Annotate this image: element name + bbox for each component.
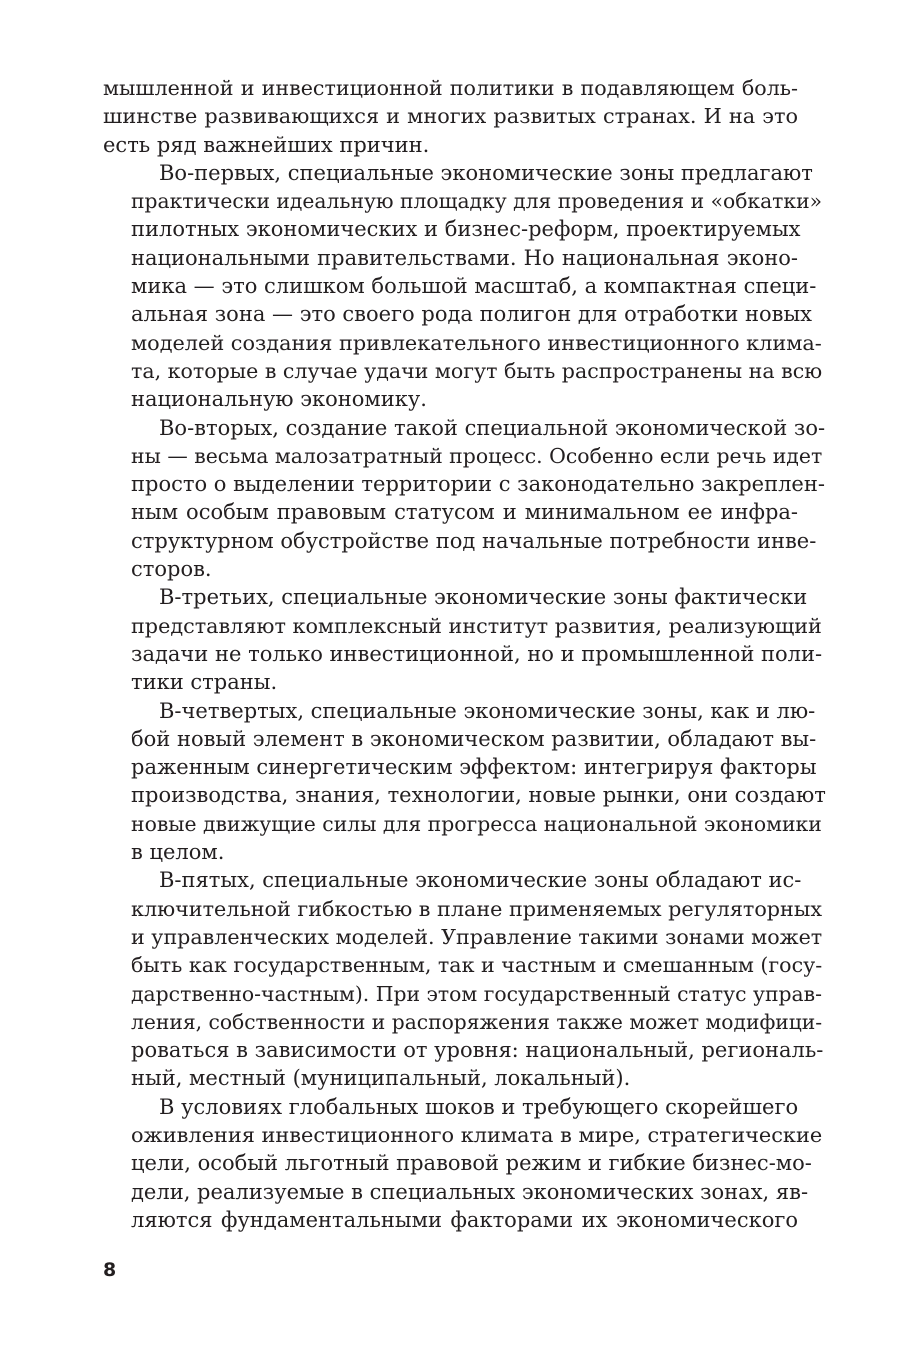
text-line: раженным синергетическим эффектом: интегрируя факторы <box>131 755 817 780</box>
text-line: ный, местный (муниципальный, локальный). <box>131 1066 631 1091</box>
text-line: Во-вторых, создание такой специальной экономической зо- <box>159 415 826 440</box>
text-line: в целом. <box>131 840 225 865</box>
text-line: моделей создания привлекательного инвестиционного клима- <box>131 330 822 355</box>
text-line: ления, собственности и распоряжения также может модифици- <box>131 1009 823 1034</box>
paragraph-2 <box>103 159 823 414</box>
text-line: цели, особый льготный правовой режим и гибкие бизнес-мо- <box>131 1151 812 1176</box>
text-line: В-третьих, специальные экономические зоны фактически <box>159 585 808 610</box>
page-text <box>103 74 826 1234</box>
text-line: В-пятых, специальные экономические зоны обладают ис- <box>159 868 802 893</box>
text-line: структурном обустройстве под начальные потребности инве- <box>131 528 817 553</box>
text-line: новые движущие силы для прогресса национальной экономики <box>131 811 822 836</box>
paragraph-6 <box>103 866 824 1092</box>
text-line: та, которые в случае удачи могут быть распространены на всю <box>131 358 823 383</box>
text-line: тики страны. <box>131 670 278 695</box>
text-line: пилотных экономических и бизнес-реформ, проектируемых <box>131 217 801 242</box>
paragraph-4 <box>103 583 823 696</box>
text-line: задачи не только инвестиционной, но и промышленной поли- <box>131 641 823 666</box>
text-line: сторов. <box>131 557 212 582</box>
text-line: быть как государственным, так и частным и смешанным (госу- <box>131 953 823 978</box>
text-line: и управленческих моделей. Управление такими зонами может <box>131 924 823 949</box>
text-line: роваться в зависимости от уровня: национальный, региональ- <box>131 1038 824 1063</box>
text-line: ключительной гибкостью в плане применяемых регуляторных <box>131 896 822 921</box>
text-line: В условиях глобальных шоков и требующего скорейшего <box>159 1094 799 1119</box>
text-line: Во-первых, специальные экономические зоны предлагают <box>159 160 813 185</box>
text-line: дели, реализуемые в специальных экономических зонах, яв- <box>131 1179 809 1204</box>
text-line: ны — весьма малозатратный процесс. Особенно если речь идет <box>131 443 823 468</box>
text-line: В-четвертых, специальные экономические зоны, как и лю- <box>159 698 816 723</box>
text-line: оживления инвестиционного климата в мире, стратегические <box>131 1122 823 1147</box>
text-line: представляют комплексный институт развития, реализующий <box>131 613 822 638</box>
paragraph-5 <box>103 697 826 867</box>
text-line: национальными правительствами. Но национальная эконо- <box>131 245 798 270</box>
paragraph-1 <box>103 74 798 159</box>
text-line: есть ряд важнейших причин. <box>103 132 430 157</box>
paragraph-7 <box>103 1093 823 1234</box>
text-line: шинстве развивающихся и многих развитых странах. И на это <box>103 104 798 129</box>
text-line: дарственно-частным). При этом государственный статус управ- <box>131 981 823 1006</box>
text-line: национальную экономику. <box>131 387 427 412</box>
text-line: практически идеальную площадку для проведения и «обкатки» <box>131 189 822 214</box>
text-line: мышленной и инвестиционной политики в подавляющем боль- <box>103 76 798 100</box>
text-line: ным особым правовым статусом и минимальном ее инфра- <box>131 500 798 525</box>
text-line: альная зона — это своего рода полигон для отработки новых <box>131 302 813 327</box>
text-line: производства, знания, технологии, новые рынки, они создают <box>131 783 826 808</box>
text-line: бой новый элемент в экономическом развитии, обладают вы- <box>131 726 817 751</box>
paragraph-3 <box>103 414 826 584</box>
text-line: мика — это слишком большой масштаб, а компактная специ- <box>131 274 817 299</box>
page-number: 8 <box>103 1259 117 1281</box>
text-line: ляются фундаментальными факторами их экономического <box>131 1207 798 1232</box>
text-line: просто о выделении территории с законодательно закреплен- <box>131 472 825 497</box>
